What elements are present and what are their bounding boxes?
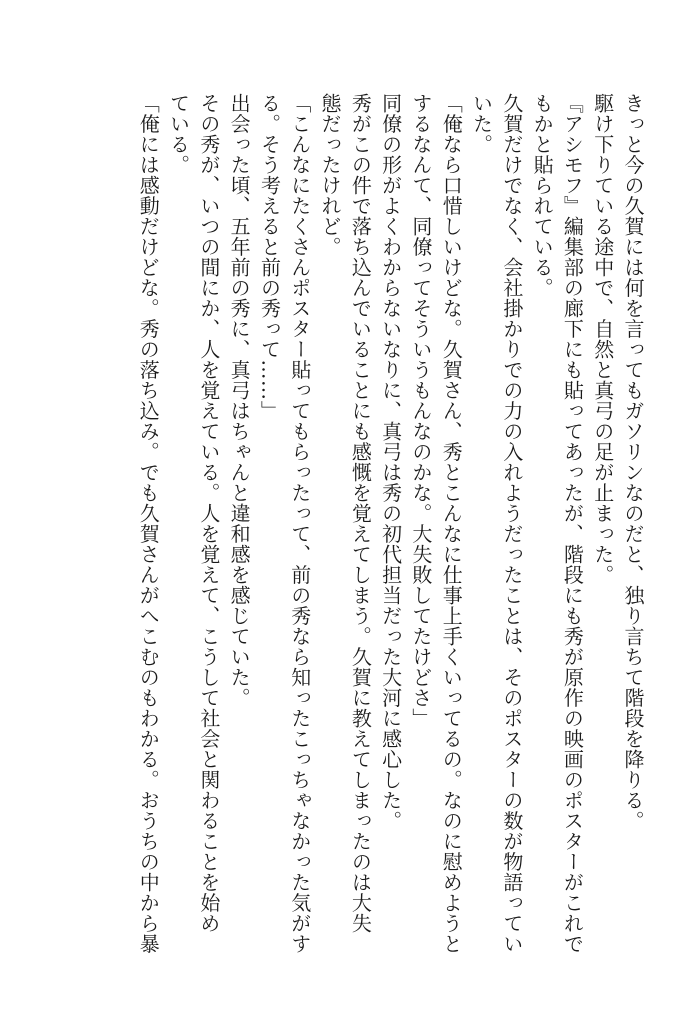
- text-line: するなんて、同僚ってそういうもんなのかな。大失敗してたけどさ」: [408, 93, 433, 729]
- text-line: もかと貼られている。: [530, 93, 555, 298]
- text-line: 「こんなにたくさんポスター貼ってもらったって、前の秀なら知ったこっちゃなかった気がす: [287, 93, 312, 954]
- vertical-text-body: [133, 93, 648, 973]
- text-line: 同僚の形がよくわからないなりに、真弓は秀の初代担当だった大河に感心した。: [378, 93, 403, 831]
- text-line: 態だったけれど。: [318, 93, 343, 257]
- text-line: ている。: [166, 93, 191, 175]
- text-line: 久賀だけでなく、会社掛かりでの力の入れようだったことは、そのポスターの数が物語ってい: [499, 93, 524, 954]
- text-line: いた。: [469, 93, 494, 155]
- text-line: 駆け下りている途中で、自然と真弓の足が止まった。: [590, 93, 615, 585]
- text-line: その秀が、いつの間にか、人を覚えている。人を覚えて、こうして社会と関わることを始め: [196, 93, 221, 934]
- text-line: 出会った頃、五年前の秀に、真弓はちゃんと違和感を感じていた。: [227, 93, 252, 708]
- text-line: 『アシモフ』編集部の廊下にも貼ってあったが、階段にも秀が原作の映画のポスターがこれで: [560, 93, 585, 954]
- text-line: 「俺なら口惜しいけどな。久賀さん、秀とこんなに仕事上手くいってるの。なのに慰めようと: [439, 93, 464, 954]
- text-line: きっと今の久賀には何を言ってもガソリンなのだと、独り言ちて階段を降りる。: [621, 93, 645, 831]
- text-line: 秀がこの件で落ち込んでいることにも感慨を覚えてしまう。久賀に教えてしまったのは大失: [348, 93, 373, 934]
- text-line: る。そう考えると前の秀って……」: [257, 93, 282, 421]
- text-line: 「俺には感動だけどな。秀の落ち込み。でも久賀さんがへこむのもわかる。おうちの中から暴: [136, 93, 161, 954]
